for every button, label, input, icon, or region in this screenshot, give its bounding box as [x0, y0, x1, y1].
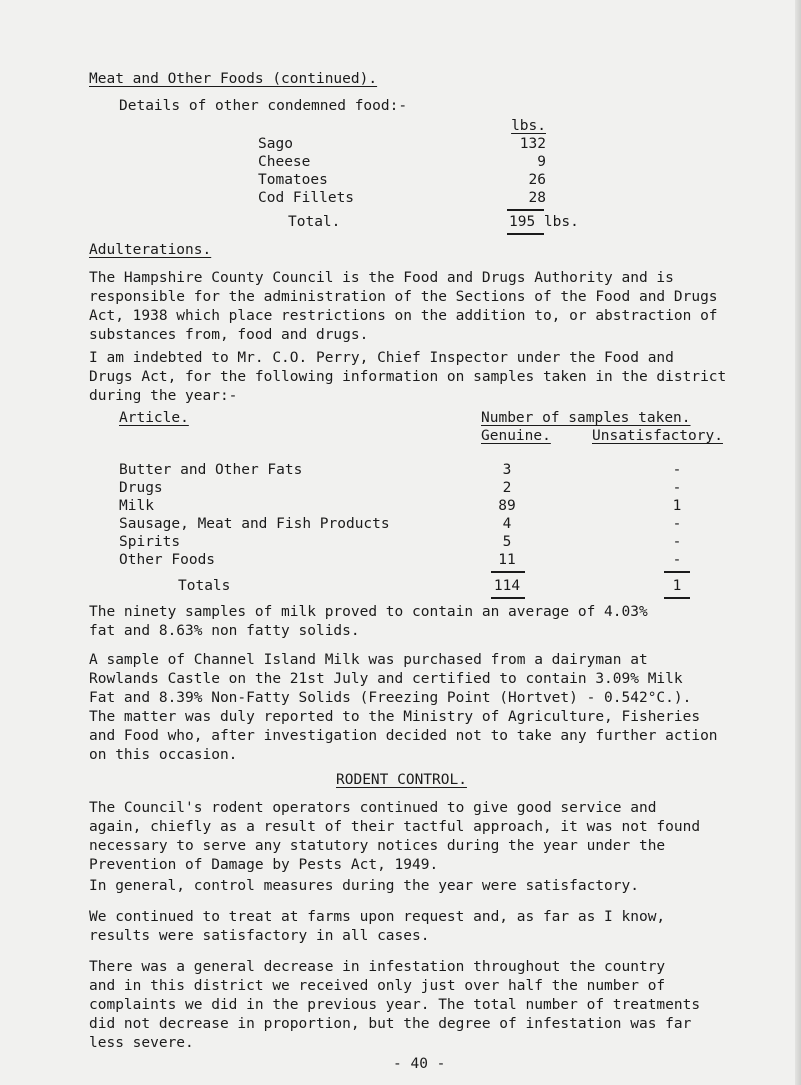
genuine-total-rule	[491, 597, 525, 599]
paragraph-authority: The Hampshire County Council is the Food and Drugs Authority and is responsible for the administration of the Sections of the Food and Drugs Act, 1938 which place restrictions on the addition to, or abstraction of substances from, food and drugs.	[89, 270, 718, 343]
table-row-article: Spirits	[119, 534, 181, 550]
genuine-subtotal-rule	[491, 571, 525, 573]
condemned-item-lbs: 132	[519, 136, 546, 152]
samples-number-header: Number of samples taken.	[481, 410, 691, 426]
paragraph-milk-average: The ninety samples of milk proved to contain an average of 4.03% fat and 8.63% non fatty solids.	[89, 604, 648, 639]
table-row-genuine: 3	[502, 462, 512, 478]
condemned-item-lbs: 26	[528, 172, 546, 188]
genuine-header: Genuine.	[481, 428, 551, 444]
totals-unsatisfactory: 1	[672, 578, 682, 594]
paragraph-indebted: I am indebted to Mr. C.O. Perry, Chief Inspector under the Food and Drugs Act, for the following information on samples taken in the district during the year:-	[89, 350, 727, 404]
paragraph-infestation-decrease: There was a general decrease in infestation throughout the country and in this district we received only just over half the number of complaints we did in the previous year. The total number of treatments did not decrease in proportion, but the degree of infestation was far less severe.	[89, 959, 701, 1051]
table-row-unsatisfactory: -	[672, 462, 682, 478]
table-row-unsatisfactory: -	[672, 516, 682, 532]
rodent-control-heading: RODENT CONTROL.	[336, 772, 467, 788]
lbs-header: lbs.	[511, 118, 546, 134]
adulterations-heading: Adulterations.	[89, 242, 212, 258]
condemned-item-name: Sago	[258, 136, 293, 152]
table-row-genuine: 5	[502, 534, 512, 550]
table-row-genuine: 4	[502, 516, 512, 532]
totals-label: Totals	[178, 578, 231, 594]
unsatisfactory-subtotal-rule	[664, 571, 690, 573]
table-row-article: Sausage, Meat and Fish Products	[119, 516, 390, 532]
page-edge	[795, 0, 801, 1085]
condemned-item-name: Cod Fillets	[258, 190, 355, 206]
totals-genuine: 114	[493, 578, 521, 594]
table-row-genuine: 11	[498, 552, 516, 568]
table-row-unsatisfactory: -	[672, 534, 682, 550]
table-row-article: Drugs	[119, 480, 163, 496]
table-row-unsatisfactory: -	[672, 552, 682, 568]
total-rule	[507, 233, 544, 235]
article-header: Article.	[119, 410, 189, 426]
section-heading: Meat and Other Foods (continued).	[89, 71, 378, 87]
condemned-item-name: Tomatoes	[258, 172, 328, 188]
unsatisfactory-total-rule	[664, 597, 690, 599]
table-row-genuine: 89	[498, 498, 516, 514]
page-number: - 40 -	[393, 1056, 446, 1072]
table-row-genuine: 2	[502, 480, 512, 496]
condemned-item-lbs: 28	[528, 190, 546, 206]
condemned-item-lbs: 9	[537, 154, 546, 170]
subtotal-rule	[507, 209, 544, 211]
condemned-total-label: Total.	[288, 214, 341, 230]
table-row-article: Other Foods	[119, 552, 216, 568]
paragraph-rodent-operators: The Council's rodent operators continued to give good service and again, chiefly as a result of their tactful approach, it was not found necessary to serve any statutory notices during the year under the Prevention of Damage by Pests Act, 1949.	[89, 800, 701, 873]
paragraph-channel-island-milk: A sample of Channel Island Milk was purchased from a dairyman at Rowlands Castle on the 21st July and certified to contain 3.09% Milk Fat and 8.39% Non-Fatty Solids (Freezing Point (Hortvet) - 0.542°C.). The matter was duly reported to the Ministry of Agriculture, Fisheries and Food who, after investigation decided not to take any further action on this occasion.	[89, 652, 718, 763]
table-row-article: Butter and Other Fats	[119, 462, 303, 478]
table-row-unsatisfactory: -	[672, 480, 682, 496]
details-intro: Details of other condemned food:-	[119, 98, 408, 114]
unsatisfactory-header: Unsatisfactory.	[592, 428, 723, 444]
table-row-article: Milk	[119, 498, 154, 514]
condemned-item-name: Cheese	[258, 154, 311, 170]
paragraph-control-measures: In general, control measures during the year were satisfactory.	[89, 878, 639, 894]
table-row-unsatisfactory: 1	[672, 498, 682, 514]
paragraph-farm-treatment: We continued to treat at farms upon request and, as far as I know, results were satisfactory in all cases.	[89, 909, 666, 944]
condemned-total-value: 195 lbs.	[509, 214, 579, 230]
